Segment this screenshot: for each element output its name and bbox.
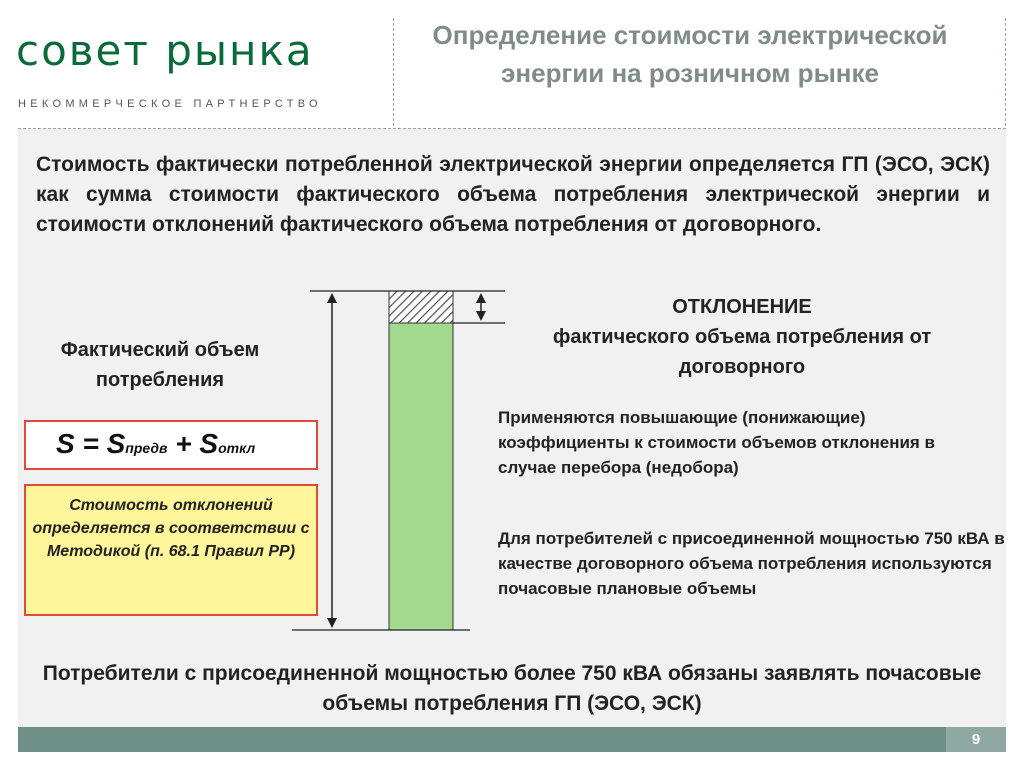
formula-sub1: предв xyxy=(125,440,168,456)
formula-plus: + xyxy=(167,428,200,459)
deviation-title: ОТКЛОНЕНИЕ xyxy=(672,296,812,318)
footer-text: Потребители с присоединенной мощностью более 750 кВА обязаны заявлять почасовые объемы потребления ГП (ЭСО, ЭСК) xyxy=(42,662,982,715)
formula-s: S xyxy=(56,428,75,459)
formula-s1: S xyxy=(106,428,126,459)
page-number: 9 xyxy=(946,727,1006,752)
formula-s2: S xyxy=(199,428,219,459)
actual-volume-label: Фактический объем потребления xyxy=(60,339,260,391)
logo-subtitle: НЕКОММЕРЧЕСКОЕ ПАРТНЕРСТВО xyxy=(18,98,322,110)
slide-title: Определение стоимости электрической энергии на розничном рынке xyxy=(432,20,948,88)
intro-text: Стоимость фактически потребленной электрической энергии определяется ГП (ЭСО, ЭСК) как сумма стоимости фактического объема потребления электрической энергии и стоимости отклонений фактического объема потребления от договорного. xyxy=(36,153,990,236)
formula-sub2: откл xyxy=(218,440,256,456)
deviation-heading xyxy=(510,292,974,382)
note-text: Стоимость отклонений определяется в соответствии с Методикой (п. 68.1 Правил РР) xyxy=(32,497,310,560)
hatch-block xyxy=(389,291,453,323)
hourly-volumes-paragraph: Для потребителей с присоединенной мощностью 750 кВА в качестве договорного объема потребления используются почасовые плановые объемы xyxy=(498,529,1005,598)
bottom-bar xyxy=(18,727,1006,752)
green-bar xyxy=(389,323,453,630)
formula-eq: = xyxy=(74,428,107,459)
deviation-subtitle: фактического объема потребления от договорного xyxy=(552,326,932,378)
coefficients-paragraph: Применяются повышающие (понижающие) коэффициенты к стоимости объемов отклонения в случае перебора (недобора) xyxy=(498,408,936,477)
logo-title: совет рынка xyxy=(16,26,314,75)
